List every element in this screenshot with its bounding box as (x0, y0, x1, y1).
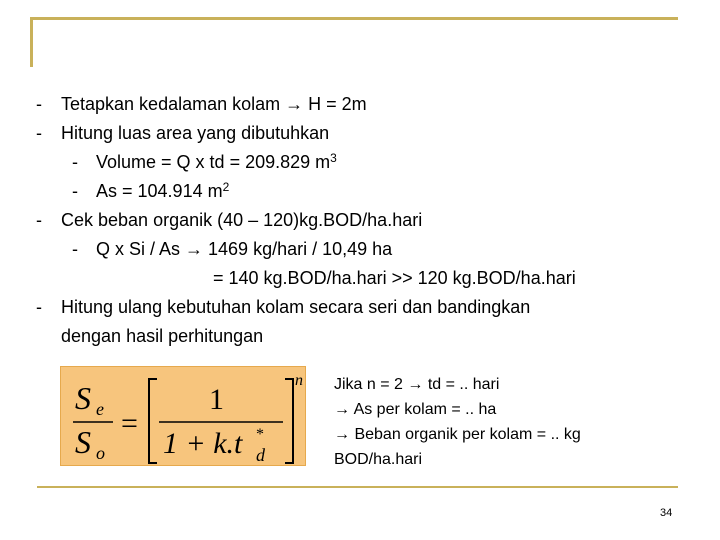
note-line: BOD/ha.hari (334, 451, 423, 468)
bullet-row (36, 293, 676, 322)
formula-equals: = (121, 407, 138, 440)
bullet-text: dengan hasil perhitungan (61, 326, 264, 346)
bullet-text: = 140 kg.BOD/ha.hari >> 120 kg.BOD/ha.hari (213, 268, 576, 288)
superscript: 3 (330, 151, 337, 165)
sub-bullet-row (36, 148, 676, 177)
bullet-text: Hitung ulang kebutuhan kolam secara seri dan bandingkan (61, 297, 531, 317)
bullet-text: Volume = Q x td = 209.829 m (96, 152, 331, 172)
bullet-dash: - (36, 94, 42, 114)
bullet-text: Tetapkan kedalaman kolam → H = 2m (61, 94, 367, 114)
superscript: 2 (222, 180, 230, 194)
bullet-row (36, 119, 676, 148)
note-line: → As per kolam = .. ha (334, 401, 497, 418)
frame-bottom-line (37, 486, 678, 488)
bullet-text: Hitung luas area yang dibutuhkan (61, 123, 330, 143)
bullet-text: As = 104.914 m (96, 181, 223, 201)
sub-bullet-row (36, 177, 676, 206)
note-line: Jika n = 2 → td = .. hari (334, 376, 500, 393)
continuation-row (36, 264, 676, 293)
bullet-dash: - (36, 297, 42, 317)
note-line: → Beban organik per kolam = .. kg (334, 426, 581, 443)
bullet-dash: - (36, 210, 42, 230)
formula-rhs-sub: d (256, 445, 265, 465)
bullet-text: Cek beban organik (40 – 120)kg.BOD/ha.hari (61, 210, 423, 230)
frame-left-line (30, 17, 33, 67)
formula-svg (61, 367, 307, 467)
bullet-row (36, 206, 676, 235)
formula-lhs-numerator-sub: e (96, 399, 104, 419)
formula-left-bracket (149, 379, 157, 463)
sub-bullet-row (36, 235, 676, 264)
page-number: 34 (660, 507, 673, 519)
formula-exponent: n (295, 372, 303, 389)
bullet-dash: - (72, 152, 78, 172)
formula-rhs-numerator: 1 (209, 383, 224, 416)
note-block (334, 372, 674, 472)
formula-lhs-numerator: S (75, 380, 91, 416)
formula-rhs-star: * (256, 426, 264, 443)
bullet-dash: - (72, 181, 78, 201)
formula-lhs-denominator-sub: o (96, 443, 105, 463)
continuation-row (36, 322, 676, 351)
bullet-dash: - (72, 239, 78, 259)
frame-top-line (30, 17, 678, 20)
bullet-text: Q x Si / As → 1469 kg/hari / 10,49 ha (96, 239, 393, 259)
bullet-list (36, 90, 676, 351)
bullet-row (36, 90, 676, 119)
formula-rhs-denominator: 1 + k.t (163, 427, 243, 460)
formula-right-bracket (285, 379, 293, 463)
formula-lhs-denominator: S (75, 424, 91, 460)
bullet-dash: - (36, 123, 42, 143)
formula-box (60, 366, 306, 466)
